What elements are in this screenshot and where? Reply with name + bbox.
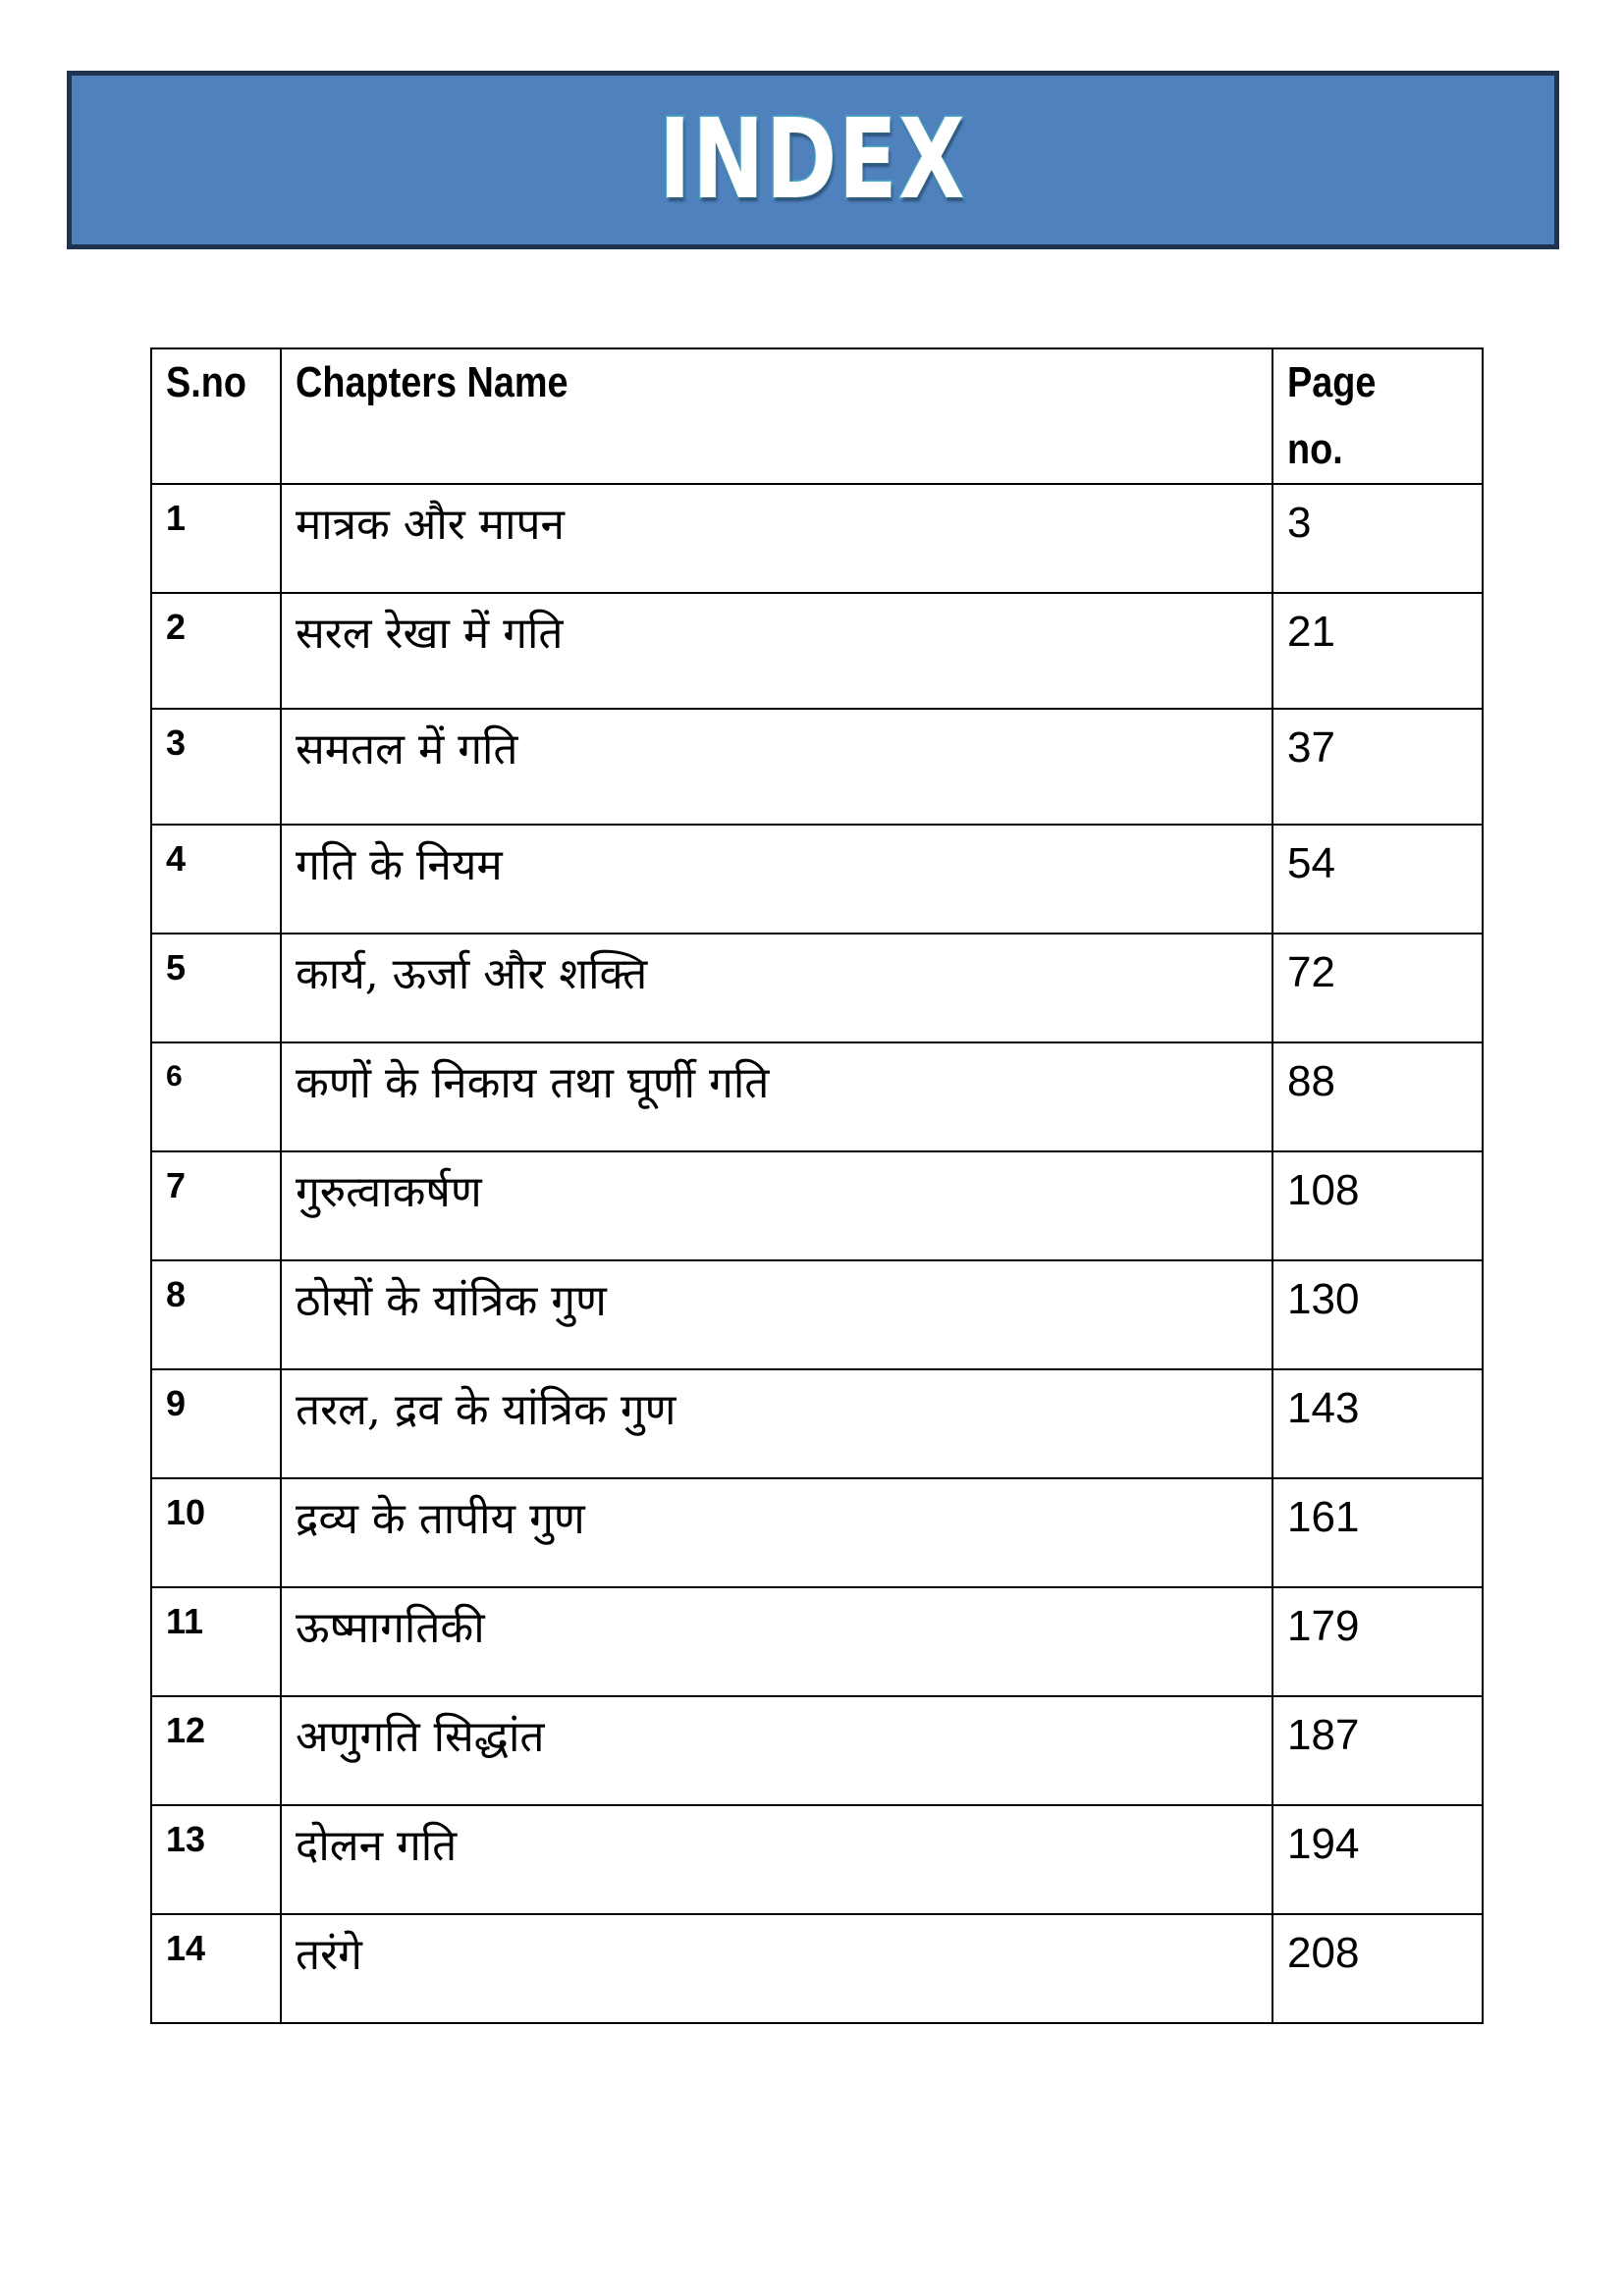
chapter-name: ऊष्मागतिकी [281,1587,1272,1696]
chapter-sno: 6 [151,1042,281,1151]
index-banner [67,71,1559,249]
index-table [150,347,1484,2024]
chapter-name: दोलन गति [281,1805,1272,1914]
table-row [151,1478,1483,1587]
chapter-page: 194 [1272,1805,1483,1914]
table-row [151,1696,1483,1805]
table-row [151,1914,1483,2023]
chapter-name: तरल, द्रव के यांत्रिक गुण [281,1369,1272,1478]
chapter-page: 54 [1272,825,1483,934]
chapter-sno: 5 [151,934,281,1042]
table-header-row [151,348,1483,484]
chapter-name: समतल में गति [281,709,1272,825]
chapter-page: 161 [1272,1478,1483,1587]
chapter-page: 130 [1272,1260,1483,1369]
chapter-name: तरंगे [281,1914,1272,2023]
table-row [151,1151,1483,1260]
table-row [151,1805,1483,1914]
table-row [151,709,1483,825]
chapter-sno: 3 [151,709,281,825]
chapter-name: ठोसों के यांत्रिक गुण [281,1260,1272,1369]
table-row [151,1042,1483,1151]
table-row [151,825,1483,934]
chapter-page: 88 [1272,1042,1483,1151]
chapter-page: 143 [1272,1369,1483,1478]
chapter-name: गति के नियम [281,825,1272,934]
table-row [151,1369,1483,1478]
chapter-page: 72 [1272,934,1483,1042]
chapter-sno: 1 [151,484,281,593]
chapter-page: 187 [1272,1696,1483,1805]
chapter-name: मात्रक और मापन [281,484,1272,593]
page-title: INDEX [659,96,967,224]
chapter-page: 179 [1272,1587,1483,1696]
chapter-sno: 10 [151,1478,281,1587]
chapter-page: 208 [1272,1914,1483,2023]
column-header-chapter: Chapters Name [281,348,1272,484]
table-row [151,593,1483,709]
chapter-page: 21 [1272,593,1483,709]
chapter-sno: 13 [151,1805,281,1914]
table-row [151,934,1483,1042]
chapter-sno: 14 [151,1914,281,2023]
column-header-page: Page no. [1272,348,1483,484]
chapter-sno: 4 [151,825,281,934]
chapter-name: गुरुत्वाकर्षण [281,1151,1272,1260]
chapter-sno: 7 [151,1151,281,1260]
column-header-sno: S.no [151,348,281,484]
chapter-name: सरल रेखा में गति [281,593,1272,709]
chapter-sno: 12 [151,1696,281,1805]
chapter-sno: 2 [151,593,281,709]
chapter-name: द्रव्य के तापीय गुण [281,1478,1272,1587]
table-row [151,484,1483,593]
chapter-name: अणुगति सिद्धांत [281,1696,1272,1805]
chapter-name: कणों के निकाय तथा घूर्णी गति [281,1042,1272,1151]
table-row [151,1587,1483,1696]
chapter-sno: 9 [151,1369,281,1478]
chapter-page: 108 [1272,1151,1483,1260]
chapter-page: 3 [1272,484,1483,593]
chapter-sno: 11 [151,1587,281,1696]
chapter-page: 37 [1272,709,1483,825]
chapter-sno: 8 [151,1260,281,1369]
table-row [151,1260,1483,1369]
chapter-name: कार्य, ऊर्जा और शक्ति [281,934,1272,1042]
